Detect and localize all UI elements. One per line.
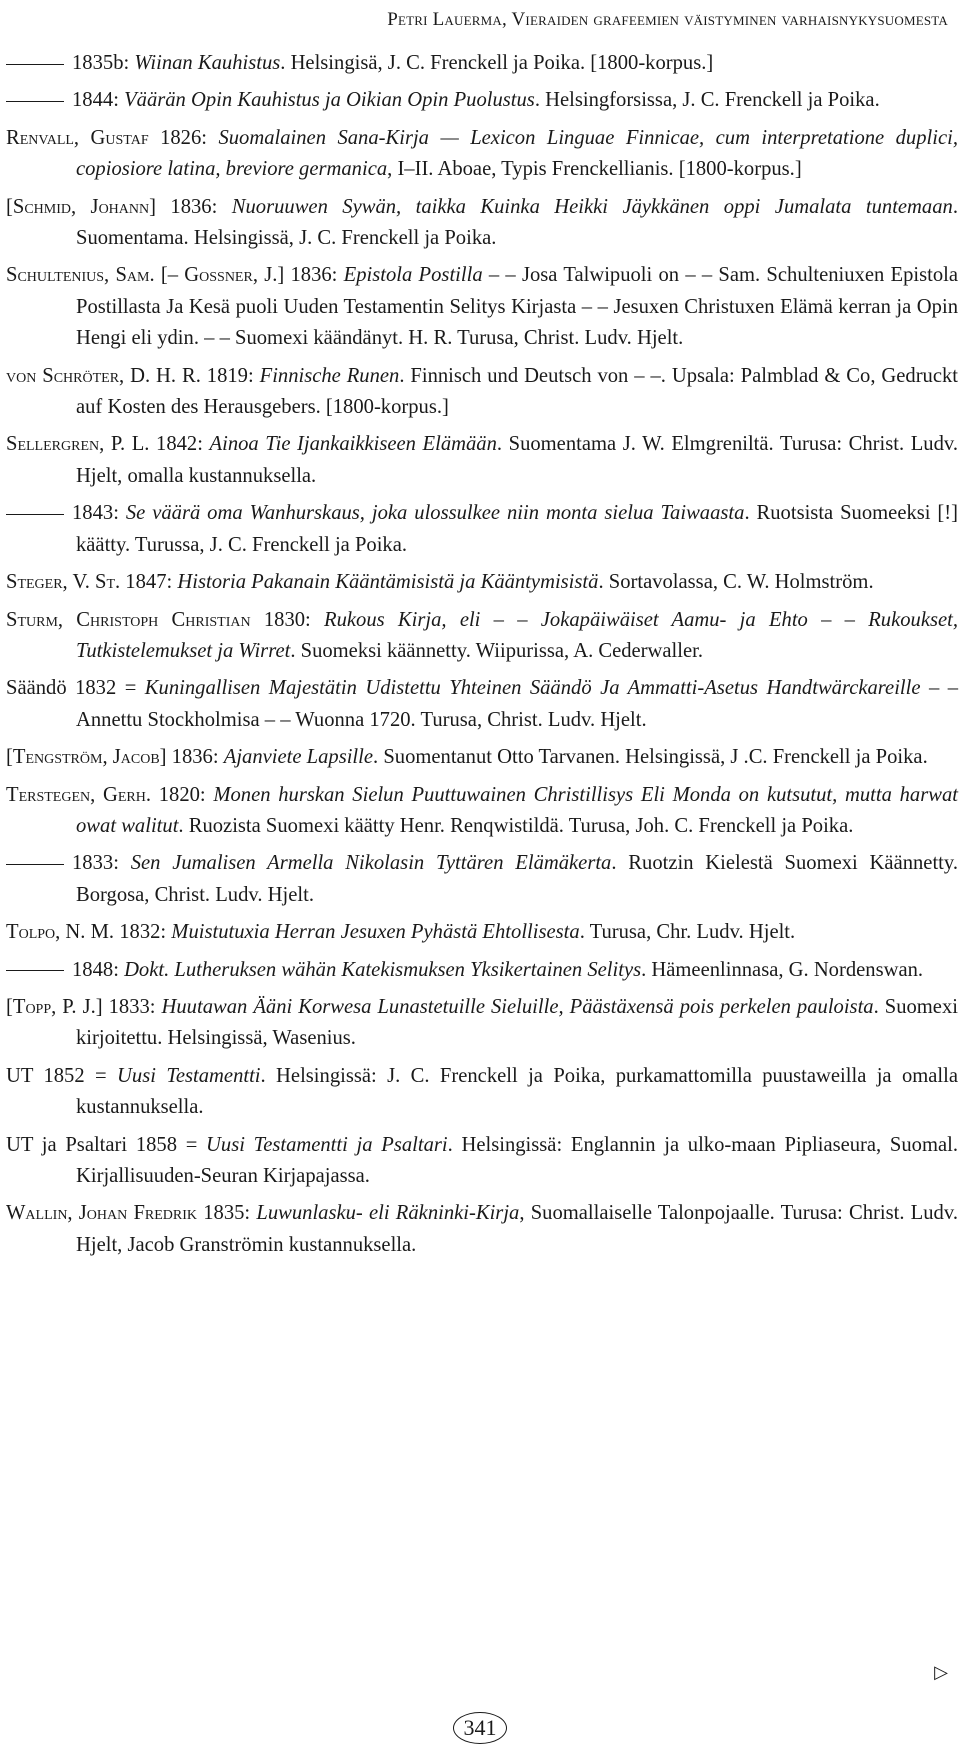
work-title: Dokt. Lutheruksen wähän Katekismuksen Yksikertainen Selitys <box>124 958 642 981</box>
entry-text: . Suomexi kirjoitettu. Helsingissä, Wasenius. <box>76 995 958 1050</box>
entry-text: 1819: <box>200 364 260 387</box>
bibliography-entry <box>6 498 958 561</box>
work-title: Ajanviete Lapsille <box>223 746 374 769</box>
entry-text: . Hämeenlinnasa, G. Nordenswan. <box>641 958 924 981</box>
entry-text: 1835b: <box>72 52 135 74</box>
work-title: Huutawan Ääni Korwesa Lunastetuille Sieluille, Päästäxensä pois perkelen pauloista <box>161 995 874 1018</box>
author-name: Sturm, Christoph Christian <box>6 608 251 631</box>
bibliography-entry <box>6 48 958 79</box>
entry-text: 1842: <box>149 433 210 456</box>
ditto-dash <box>6 514 64 515</box>
entry-text: . Ruozista Suomexi käätty Henr. Renqwistildä. Turusa, Joh. C. Frenckell ja Poika. <box>178 814 854 837</box>
work-title: Suomalainen Sana-Kirja — Lexicon Linguae Finnicae, cum interpretatione duplici, copiosiore latina, breviore germanica <box>76 126 958 181</box>
entry-text: ] 1836: <box>277 264 344 287</box>
author-name: Topp, P. J. <box>12 995 96 1018</box>
bibliography-entry <box>6 1061 958 1124</box>
continuation-arrow-icon: ▷ <box>934 1662 948 1682</box>
work-title: Finnische Runen <box>259 364 400 387</box>
entry-text: 1830: <box>250 608 325 631</box>
entry-text: . Turusa, Chr. Ludv. Hjelt. <box>579 921 796 944</box>
entry-text: . Suomentama. Helsingissä, J. C. Frenckell ja Poika. <box>76 195 958 250</box>
bibliography-entry <box>6 742 958 773</box>
bibliography-entry <box>6 955 958 986</box>
work-title: Sen Jumalisen Armella Nikolasin Tyttären Elämäkerta <box>130 852 612 875</box>
author-name: Tengström, Jacob <box>12 746 160 769</box>
entry-text: ] 1836: <box>149 195 232 218</box>
entry-text: , Suomallaiselle Talonpojaalle. Turusa: Christ. Ludv. Hjelt, Jacob Granströmin kustannuksella. <box>76 1202 958 1256</box>
entry-text: – – Annettu Stockholmisa – – Wuonna 1720. Turusa, Christ. Ludv. Hjelt. <box>76 677 959 731</box>
author-name: Tolpo, N. M. <box>6 921 115 944</box>
ditto-dash <box>6 64 64 65</box>
entry-text: [ <box>6 195 13 218</box>
work-title: Nuoruuwen Sywän, taikka Kuinka Heikki Jäykkänen oppi Jumalata tuntemaan <box>231 195 953 218</box>
entry-text: . Suomentama J. W. Elmgreniltä. Turusa: Christ. Ludv. Hjelt, omalla kustannuksella. <box>76 433 958 487</box>
entry-text: ] 1833: <box>95 995 162 1018</box>
page-number: 341 <box>453 1712 507 1744</box>
author-name: Gossner, J. <box>184 264 278 287</box>
entry-text: . Helsingforsissa, J. C. Frenckell ja Poika. <box>534 89 880 112</box>
ditto-dash <box>6 864 64 865</box>
author-name: Wallin, Johan Fredrik <box>6 1202 198 1225</box>
entry-text: 1848: <box>72 958 125 981</box>
entry-text: 1832: <box>114 921 172 944</box>
work-title: Väärän Opin Kauhistus ja Oikian Opin Puolustus <box>124 89 535 112</box>
work-title: Kuningallisen Majestätin Udistettu Yhteinen Säändö Ja Ammatti-Asetus Handtwärckareille <box>144 677 921 700</box>
running-header: Petri Lauerma, Vieraiden grafeemien väistyminen varhaisnykysuomesta <box>387 9 948 30</box>
work-title: Muistutuxia Herran Jesuxen Pyhästä Ehtollisesta <box>171 921 580 944</box>
work-title: Epistola Postilla <box>343 264 483 287</box>
entry-text: 1844: <box>72 89 125 112</box>
author-name: Renvall, Gustaf <box>6 126 149 149</box>
work-title: Rukous Kirja, eli – – Jokapäiwäiset Aamu- ja Ehto – – Rukoukset, Tutkistelemukset ja Wirret <box>76 608 958 662</box>
entry-text: . Helsingisä, J. C. Frenckell ja Poika. [1800-korpus.] <box>280 52 714 74</box>
entry-text: 1835: <box>197 1202 257 1225</box>
bibliography-list <box>6 48 958 1267</box>
bibliography-entry <box>6 260 958 354</box>
ditto-dash <box>6 101 64 102</box>
bibliography-entry <box>6 1198 958 1261</box>
bibliography-entry <box>6 361 958 424</box>
entry-text: [ <box>6 995 13 1018</box>
entry-text: UT 1852 = <box>6 1064 118 1087</box>
entry-text: [– <box>154 264 185 287</box>
bibliography-entry <box>6 917 958 948</box>
bibliography-entry <box>6 429 958 492</box>
author-name: Steger, V. St. <box>6 571 121 594</box>
work-title: Historia Pakanain Kääntämisistä ja Kääntymisistä <box>177 571 599 594</box>
bibliography-entry <box>6 85 958 116</box>
entry-text: 1826: <box>148 126 219 149</box>
author-name: Sellergren, P. L. <box>6 433 150 456</box>
ditto-dash <box>6 970 64 971</box>
author-name: Schmid, Johann <box>12 195 150 218</box>
entry-text: Säändö 1832 = <box>6 677 145 700</box>
entry-text: . Ruotzin Kielestä Suomexi Käännetty. Borgosa, Christ. Ludv. Hjelt. <box>76 852 958 906</box>
work-title: Uusi Testamentti <box>117 1064 261 1087</box>
entry-text: 1833: <box>72 852 131 875</box>
bibliography-entry <box>6 192 958 255</box>
work-title: Wiinan Kauhistus <box>134 52 281 74</box>
entry-text: 1843: <box>72 502 126 525</box>
author-name: Terstegen, Gerh. <box>6 783 152 806</box>
entry-text: , I–II. Aboae, Typis Frenckellianis. [1800-korpus.] <box>387 158 802 181</box>
entry-text: 1820: <box>151 783 214 806</box>
bibliography-entry <box>6 992 958 1055</box>
author-name: Schultenius, Sam. <box>6 264 155 287</box>
entry-text: 1847: <box>120 571 178 594</box>
entry-text: . Helsingissä: J. C. Frenckell ja Poika, purkamattomilla puustaweilla ja omalla kustannuksella. <box>76 1064 958 1119</box>
bibliography-entry <box>6 567 958 598</box>
work-title: Luwunlasku- eli Räkninki-Kirja <box>256 1202 520 1225</box>
work-title: Monen hurskan Sielun Puuttuwainen Christillisys Eli Monda on kutsutut, mutta harwat owat walitut <box>76 783 958 837</box>
entry-text: . Ruotsista Suomeeksi [!] käätty. Turussa, J. C. Frenckell ja Poika. <box>76 502 958 556</box>
bibliography-entry <box>6 848 958 911</box>
entry-text: . Suomentanut Otto Tarvanen. Helsingissä, J .C. Frenckell ja Poika. <box>373 746 928 769</box>
bibliography-entry <box>6 605 958 668</box>
entry-text: – – Josa Talwipuoli on – – Sam. Schulteniuxen Epistola Postillasta Ja Kesä puoli Uuden Testamentin Selitys Kirjasta – – Jesuxen Christuxen Elämä kerran ja Opin Hengi eli ydin. – – Suomexi käändänyt. H. R. Turusa, Christ. Ludv. Hjelt. <box>76 264 958 350</box>
work-title: Se väärä oma Wanhurskaus, joka ulossulkee niin monta sielua Taiwaasta <box>125 502 745 525</box>
entry-text: . Helsingissä: Englannin ja ulko-maan Pipliaseura, Suomal. Kirjallisuuden-Seuran Kirjapajassa. <box>76 1133 958 1187</box>
entry-text: . Sortavolassa, C. W. Holmström. <box>598 571 874 594</box>
work-title: Uusi Testamentti ja Psaltari <box>206 1133 448 1156</box>
bibliography-entry <box>6 1130 958 1193</box>
bibliography-entry <box>6 673 958 736</box>
work-title: Ainoa Tie Ijankaikkiseen Elämään <box>209 433 497 456</box>
bibliography-entry <box>6 780 958 843</box>
entry-text: ] 1836: <box>159 746 224 769</box>
entry-text: . Finnisch und Deutsch von – –. Upsala: Palmblad & Co, Gedruckt auf Kosten des Herausgebers. [1800-korpus.] <box>76 364 959 419</box>
entry-text: UT ja Psaltari 1858 = <box>6 1133 207 1156</box>
author-name: von Schröter, D. H. R. <box>6 364 201 387</box>
bibliography-entry <box>6 123 958 186</box>
entry-text: . Suomeksi käännetty. Wiipurissa, A. Cederwaller. <box>290 639 704 662</box>
entry-text: [ <box>6 746 13 769</box>
